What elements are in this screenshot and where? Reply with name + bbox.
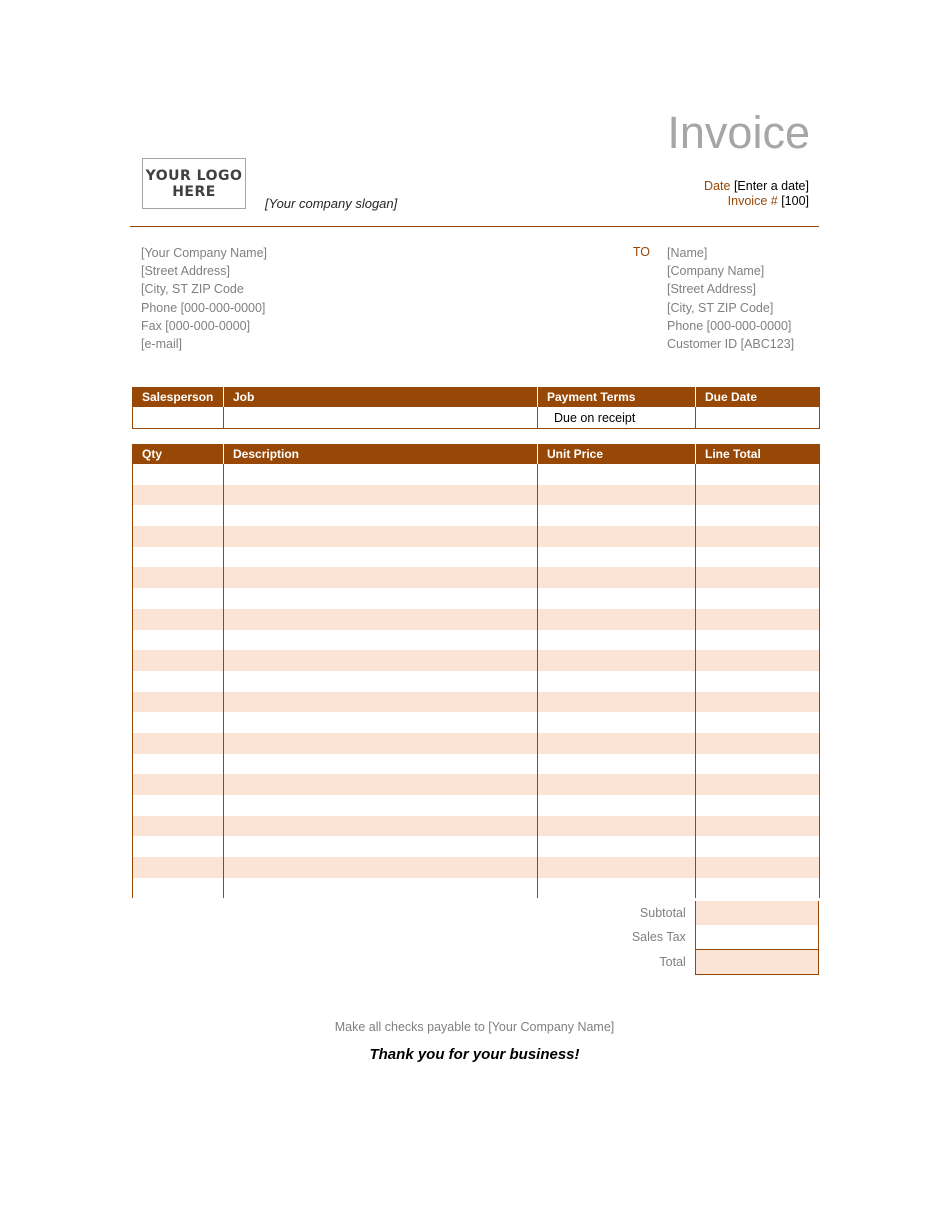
unit-price-cell[interactable]: [538, 505, 696, 526]
unit-price-cell[interactable]: [538, 671, 696, 692]
to-city[interactable]: [City, ST ZIP Code]: [667, 300, 774, 315]
header-payment-terms: Payment Terms: [538, 387, 696, 407]
qty-cell[interactable]: [133, 567, 224, 588]
invoice-title: Invoice: [667, 107, 810, 158]
line-total-cell[interactable]: [696, 671, 820, 692]
line-total-cell[interactable]: [696, 878, 820, 899]
qty-cell[interactable]: [133, 588, 224, 609]
qty-cell[interactable]: [133, 526, 224, 547]
unit-price-cell[interactable]: [538, 567, 696, 588]
line-total-cell[interactable]: [696, 733, 820, 754]
date-line: [704, 179, 809, 193]
line-total-cell[interactable]: [696, 754, 820, 775]
description-cell[interactable]: [224, 609, 538, 630]
logo-text: YOUR LOGO HERE: [145, 167, 243, 200]
qty-cell[interactable]: [133, 857, 224, 878]
header-qty: Qty: [133, 444, 224, 464]
qty-cell[interactable]: [133, 464, 224, 485]
description-cell[interactable]: [224, 836, 538, 857]
line-total-cell[interactable]: [696, 609, 820, 630]
unit-price-cell[interactable]: [538, 836, 696, 857]
description-cell[interactable]: [224, 526, 538, 547]
table-row: [133, 464, 820, 485]
unit-price-cell[interactable]: [538, 692, 696, 713]
table-row: [133, 878, 820, 899]
date-label: Date: [704, 179, 731, 193]
subtotal-row: [560, 901, 819, 925]
header-divider: [130, 226, 819, 227]
description-cell[interactable]: [224, 733, 538, 754]
table-row: [133, 505, 820, 526]
total-row: [560, 950, 819, 975]
subtotal-label: Subtotal: [639, 906, 686, 920]
from-street[interactable]: [Street Address]: [141, 264, 230, 279]
table-row: [133, 857, 820, 878]
to-address-block: [667, 244, 794, 353]
description-cell[interactable]: [224, 857, 538, 878]
qty-cell[interactable]: [133, 878, 224, 899]
qty-cell[interactable]: [133, 485, 224, 506]
qty-cell[interactable]: [133, 609, 224, 630]
totals-table: [560, 901, 819, 975]
description-cell[interactable]: [224, 692, 538, 713]
qty-cell[interactable]: [133, 692, 224, 713]
subtotal-value[interactable]: [695, 901, 818, 925]
info-row: [133, 407, 820, 429]
payment-terms-cell[interactable]: Due on receipt: [538, 407, 696, 429]
table-row: [133, 609, 820, 630]
description-cell[interactable]: [224, 485, 538, 506]
qty-cell[interactable]: [133, 712, 224, 733]
unit-price-cell[interactable]: [538, 774, 696, 795]
header-line-total: Line Total: [696, 444, 820, 464]
line-total-cell[interactable]: [696, 836, 820, 857]
description-cell[interactable]: [224, 650, 538, 671]
table-row: [133, 526, 820, 547]
salesperson-cell[interactable]: [133, 407, 224, 429]
qty-cell[interactable]: [133, 795, 224, 816]
due-date-cell[interactable]: [696, 407, 820, 429]
logo-placeholder[interactable]: [142, 158, 246, 209]
line-total-cell[interactable]: [696, 505, 820, 526]
description-cell[interactable]: [224, 671, 538, 692]
to-label: TO: [632, 245, 650, 259]
total-label: Total: [659, 955, 686, 969]
table-row: [133, 774, 820, 795]
description-cell[interactable]: [224, 547, 538, 568]
table-row: [133, 671, 820, 692]
table-row: [133, 733, 820, 754]
from-city[interactable]: [City, ST ZIP Code: [141, 282, 244, 297]
qty-cell[interactable]: [133, 505, 224, 526]
sales-tax-row: [560, 925, 819, 950]
header-unit-price: Unit Price: [538, 444, 696, 464]
description-cell[interactable]: [224, 505, 538, 526]
description-cell[interactable]: [224, 464, 538, 485]
info-header-row: [133, 387, 820, 407]
line-total-cell[interactable]: [696, 567, 820, 588]
from-fax[interactable]: Fax [000-000-0000]: [141, 318, 251, 333]
checks-payable-note: Make all checks payable to [Your Company Name]: [334, 1020, 615, 1034]
qty-cell[interactable]: [133, 733, 224, 754]
qty-cell[interactable]: [133, 816, 224, 837]
invoice-number-label: Invoice #: [727, 194, 778, 208]
qty-cell[interactable]: [133, 630, 224, 651]
unit-price-cell[interactable]: [538, 609, 696, 630]
items-table: [132, 444, 820, 898]
line-total-cell[interactable]: [696, 795, 820, 816]
description-cell[interactable]: [224, 630, 538, 651]
from-email[interactable]: [e-mail]: [141, 337, 182, 352]
to-customer-id[interactable]: Customer ID [ABC123]: [667, 337, 795, 352]
header-due-date: Due Date: [696, 387, 820, 407]
description-cell[interactable]: [224, 795, 538, 816]
sales-tax-label: Sales Tax: [631, 930, 686, 945]
line-total-cell[interactable]: [696, 485, 820, 506]
description-cell[interactable]: [224, 774, 538, 795]
line-total-cell[interactable]: [696, 816, 820, 837]
line-total-cell[interactable]: [696, 547, 820, 568]
table-row: [133, 816, 820, 837]
to-phone[interactable]: Phone [000-000-0000]: [667, 318, 792, 333]
from-company-name[interactable]: [Your Company Name]: [141, 246, 267, 260]
unit-price-cell[interactable]: [538, 526, 696, 547]
from-address-block: [141, 244, 267, 353]
company-slogan[interactable]: [Your company slogan]: [265, 196, 398, 211]
unit-price-cell[interactable]: [538, 733, 696, 754]
unit-price-cell[interactable]: [538, 464, 696, 485]
header-salesperson: Salesperson: [133, 387, 224, 407]
items-body: [133, 464, 820, 898]
line-total-cell[interactable]: [696, 588, 820, 609]
from-phone[interactable]: Phone [000-000-0000]: [141, 300, 266, 315]
to-company-name[interactable]: [Company Name]: [667, 264, 765, 279]
line-total-cell[interactable]: [696, 774, 820, 795]
header-description: Description: [224, 444, 538, 464]
line-total-cell[interactable]: [696, 464, 820, 485]
table-row: [133, 795, 820, 816]
to-name[interactable]: [Name]: [667, 246, 708, 260]
line-total-cell[interactable]: [696, 630, 820, 651]
table-row: [133, 754, 820, 775]
qty-cell[interactable]: [133, 836, 224, 857]
qty-cell[interactable]: [133, 754, 224, 775]
unit-price-cell[interactable]: [538, 630, 696, 651]
total-value[interactable]: [695, 950, 818, 975]
job-cell[interactable]: [224, 407, 538, 429]
line-total-cell[interactable]: [696, 692, 820, 713]
qty-cell[interactable]: [133, 774, 224, 795]
unit-price-cell[interactable]: [538, 588, 696, 609]
description-cell[interactable]: [224, 567, 538, 588]
unit-price-cell[interactable]: [538, 712, 696, 733]
table-row: [133, 630, 820, 651]
sales-tax-value[interactable]: [695, 925, 818, 950]
date-value[interactable]: [Enter a date]: [733, 179, 809, 193]
unit-price-cell[interactable]: [538, 754, 696, 775]
description-cell[interactable]: [224, 712, 538, 733]
line-total-cell[interactable]: [696, 857, 820, 878]
line-total-cell[interactable]: [696, 650, 820, 671]
table-row: [133, 567, 820, 588]
unit-price-cell[interactable]: [538, 547, 696, 568]
description-cell[interactable]: [224, 878, 538, 899]
table-row: [133, 547, 820, 568]
unit-price-cell[interactable]: [538, 650, 696, 671]
unit-price-cell[interactable]: [538, 485, 696, 506]
table-row: [133, 836, 820, 857]
to-street[interactable]: [Street Address]: [667, 282, 756, 297]
thank-you-message: Thank you for your business!: [369, 1046, 580, 1063]
unit-price-cell[interactable]: [538, 878, 696, 899]
description-cell[interactable]: [224, 588, 538, 609]
table-row: [133, 712, 820, 733]
unit-price-cell[interactable]: [538, 795, 696, 816]
qty-cell[interactable]: [133, 671, 224, 692]
invoice-number-value[interactable]: [100]: [781, 194, 809, 208]
unit-price-cell[interactable]: [538, 816, 696, 837]
line-total-cell[interactable]: [696, 712, 820, 733]
description-cell[interactable]: [224, 754, 538, 775]
info-table: [132, 387, 820, 429]
line-total-cell[interactable]: [696, 526, 820, 547]
table-row: [133, 588, 820, 609]
table-row: [133, 650, 820, 671]
header-job: Job: [224, 387, 538, 407]
qty-cell[interactable]: [133, 650, 224, 671]
qty-cell[interactable]: [133, 547, 224, 568]
description-cell[interactable]: [224, 816, 538, 837]
table-row: [133, 485, 820, 506]
items-header-row: [133, 444, 820, 464]
invoice-number-line: [728, 194, 809, 208]
table-row: [133, 692, 820, 713]
unit-price-cell[interactable]: [538, 857, 696, 878]
